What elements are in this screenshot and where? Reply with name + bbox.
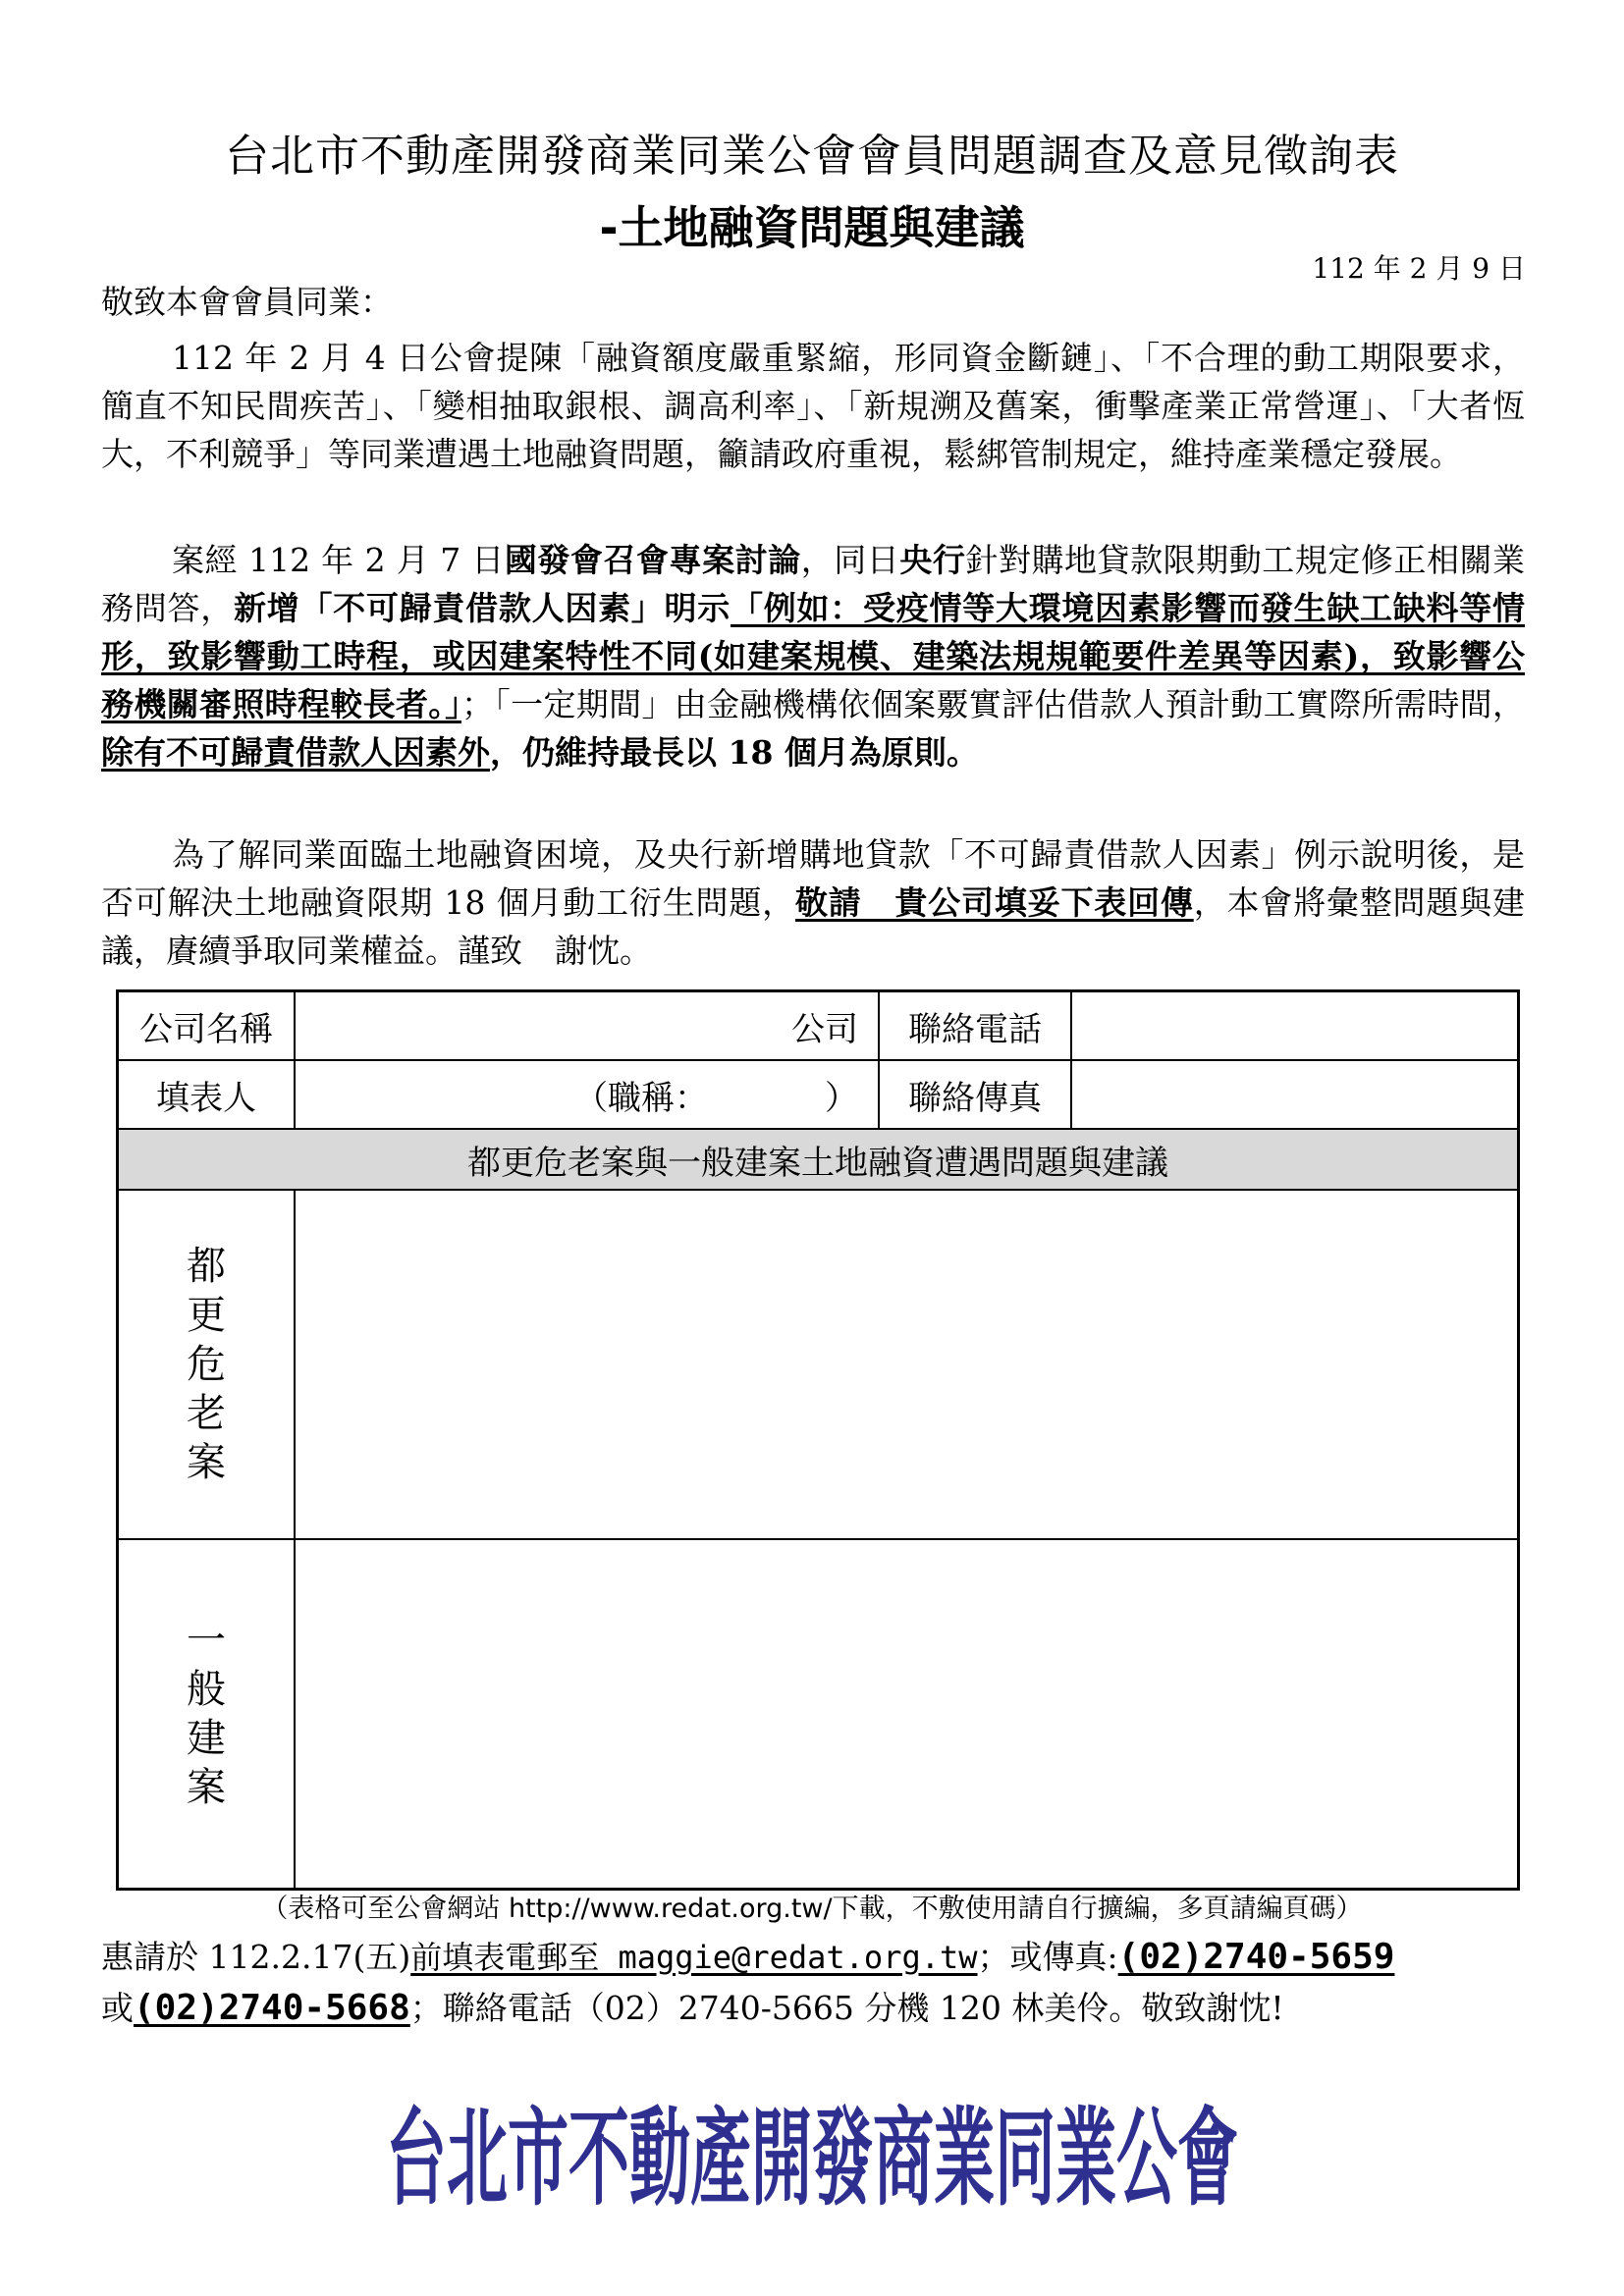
document-title: 台北市不動產開發商業同業公會會員問題調查及意見徵詢表 bbox=[224, 130, 1399, 182]
urban-renewal-char: 危 bbox=[187, 1342, 226, 1387]
paragraph-1: 112 年 2 月 4 日公會提陳「融資額度嚴重緊縮，形同資金斷鏈」、「不合理的動工期限要求，簡直不知民間疾苦」、「變相抽取銀根、調高利率」、「新規溯及舊案，衝擊產業正常營運」、「大者恆大，不利競爭」等同業遭遇土地融資問題，籲請政府重視，鬆綁管制規定，維持產業穩定發展。 bbox=[101, 339, 1525, 473]
download-note: （表格可至公會網站 http://www.redat.org.tw/下載，不敷使用請自行擴編，多頁請編頁碼） bbox=[261, 1894, 1363, 1924]
urban-renewal-char: 更 bbox=[187, 1293, 226, 1338]
p2-example: 「例如：受疫情等大環境因素影響而發生缺工缺料等情形，致影響動工時程，或因建案特性不同(如建案規模、建築法規規範要件差異等因素)，致影響公務機關審照時程較長者。」 bbox=[101, 589, 1526, 723]
reply-fax-intro: ；或傳真: bbox=[977, 1938, 1118, 1976]
reply-email-link[interactable]: 前填表電郵至 maggie@redat.org.tw bbox=[410, 1939, 978, 1976]
urban-renewal-char: 都 bbox=[187, 1244, 226, 1289]
filler-field[interactable] bbox=[296, 1061, 880, 1128]
p2-text-e: 針對購地貸款限期動工規定修正相關業務問答， bbox=[101, 541, 1526, 627]
form-row-filler bbox=[119, 1061, 1517, 1130]
association-logo-text: 台北市不動產開發商業同業公會 bbox=[386, 2098, 1238, 2216]
reply-or: 或 bbox=[101, 1989, 134, 2027]
p2-central-bank: 央行 bbox=[899, 541, 966, 579]
paragraph-3 bbox=[101, 830, 1525, 975]
urban-renewal-label bbox=[119, 1191, 296, 1538]
form-row-general-construction bbox=[119, 1540, 1517, 1888]
phone-label: 聯絡電話 bbox=[880, 992, 1072, 1059]
p2-exception: 除有不可歸責借款人因素外 bbox=[101, 733, 490, 772]
company-name-field[interactable] bbox=[296, 992, 880, 1059]
company-suffix: 公司 bbox=[791, 1009, 858, 1049]
general-construction-label bbox=[119, 1540, 296, 1888]
company-name-label: 公司名稱 bbox=[119, 992, 296, 1059]
p2-text-h: ；「一定期間」由金融機構依個案覈實評估借款人預計動工實際所需時間， bbox=[460, 685, 1526, 723]
filler-label: 填表人 bbox=[119, 1061, 296, 1128]
p2-text-c: ，同日 bbox=[800, 541, 900, 579]
general-construction-char: 一 bbox=[187, 1618, 226, 1663]
fax-field[interactable] bbox=[1072, 1061, 1517, 1128]
p3-text-a: 為了解同業面臨土地融資困境，及央行新增購地貸款「不可歸責借款人因素」例示說明後，是否可解決土地融資限期 18 個月動工衍生問題， bbox=[101, 835, 1525, 922]
urban-renewal-char: 老 bbox=[187, 1391, 226, 1436]
p2-text-a: 案經 112 年 2 月 7 日 bbox=[172, 541, 505, 579]
association-logo bbox=[0, 2089, 1624, 2216]
job-title-field: （職稱： ） bbox=[574, 1078, 858, 1118]
p2-ndc-meeting: 國發會召會專案討論 bbox=[504, 541, 801, 579]
survey-form-table bbox=[116, 989, 1520, 1891]
general-construction-answer-field[interactable] bbox=[296, 1540, 1517, 1888]
salutation: 敬致本會會員同業： bbox=[101, 283, 393, 321]
section-title: 都更危老案與一般建案土地融資遭遇問題與建議 bbox=[119, 1130, 1517, 1191]
form-row-urban-renewal bbox=[119, 1191, 1517, 1540]
p2-principle: ，仍維持最長以 18 個月為原則。 bbox=[490, 733, 979, 772]
fax-number-2: (02)2740-5668 bbox=[134, 1988, 410, 2028]
reply-instructions bbox=[101, 1932, 1525, 2034]
general-construction-char: 案 bbox=[187, 1765, 226, 1810]
general-construction-char: 建 bbox=[187, 1716, 226, 1761]
fax-number-1: (02)2740-5659 bbox=[1117, 1937, 1395, 1977]
contact-info: ；聯絡電話（02）2740-5665 分機 120 林美伶。敬致謝忱! bbox=[409, 1989, 1284, 2027]
p3-text-c: ，本會將彙整問題與建議，賡續爭取同業權益。謹致 謝忱。 bbox=[101, 883, 1525, 970]
p2-new-factor: 新增「不可歸責借款人因素」明示 bbox=[233, 589, 731, 627]
urban-renewal-char: 案 bbox=[187, 1440, 226, 1485]
fax-label: 聯絡傳真 bbox=[880, 1061, 1072, 1128]
form-row-company bbox=[119, 992, 1517, 1061]
urban-renewal-answer-field[interactable] bbox=[296, 1191, 1517, 1538]
phone-field[interactable] bbox=[1072, 992, 1517, 1059]
paragraph-2 bbox=[101, 536, 1525, 776]
reply-deadline: 惠請於 112.2.17(五) bbox=[101, 1938, 411, 1976]
general-construction-char: 般 bbox=[187, 1667, 226, 1712]
p3-request: 敬請 貴公司填妥下表回傳 bbox=[794, 883, 1194, 922]
document-date: 112 年 2 月 9 日 bbox=[1312, 252, 1526, 285]
document-subtitle: -土地融資問題與建議 bbox=[599, 201, 1025, 254]
